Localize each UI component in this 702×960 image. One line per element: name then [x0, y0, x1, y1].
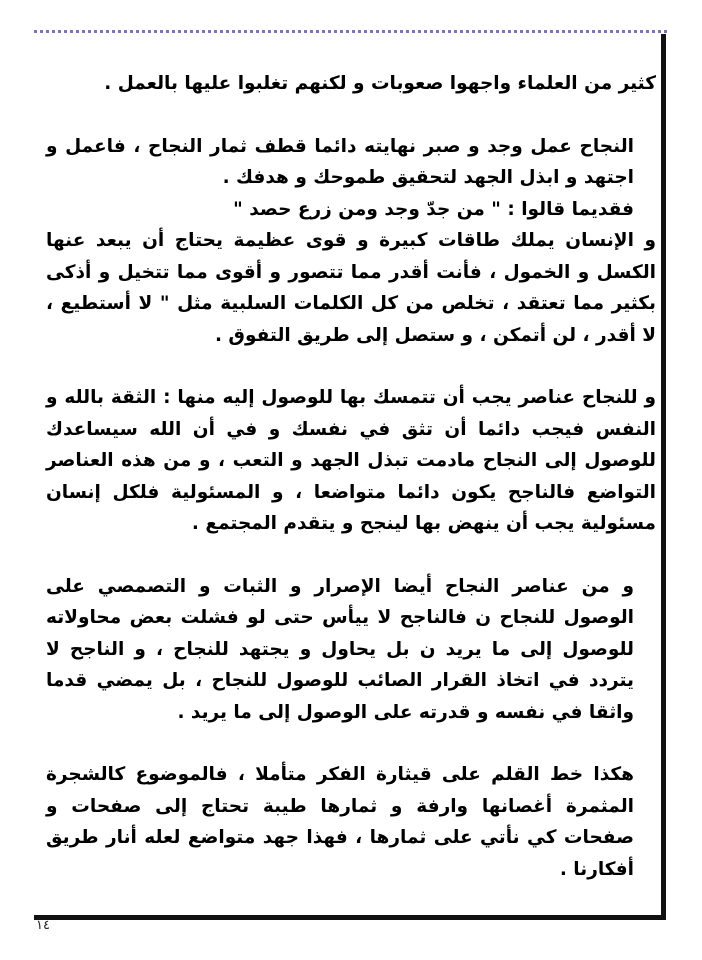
document-body — [46, 68, 656, 885]
top-dotted-border — [34, 30, 667, 33]
paragraph-2: النجاح عمل وجد و صبر نهايته دائما قطف ثمار النجاح ، فاعمل و اجتهد و ابذل الجهد لتحقيق طموحك و هدفك . — [46, 135, 634, 188]
paragraph-3: و الإنسان يملك طاقات كبيرة و قوى عظيمة يحتاج أن يبعد عنها الكسل و الخمول ، فأنت أقدر مما تتصور و أقوى مما تتخيل و أذكى بكثير مما تعتقد ، تخلص من كل الكلمات السلبية مثل " لا أستطيع ، لا أقدر ، لن أتمكن ، و ستصل إلى طريق التفوق . — [46, 230, 656, 346]
paragraph-6: هكذا خط القلم على قيثارة الفكر متأملا ، فالموضوع كالشجرة المثمرة أغصانها وارفة و ثمارها طيبة تحتاج إلى صفحات و صفحات كي نأتي على ثمارها ، فهذا جهد متواضع لعله أنار طريق أفكارنا . — [46, 764, 634, 880]
paragraph-4: و للنجاح عناصر يجب أن تتمسك بها للوصول إليه منها : الثقة بالله و النفس فيجب دائما أن تثق في نفسك و في أن الله سيساعدك للوصول إلى النجاح مادمت تبذل الجهد و التعب ، و من هذه العناصر التواضع فالناجح يكون دائما متواضعا ، و المسئولية فلكل إنسان مسئولية يجب أن ينهض بها لينجح و يتقدم المجتمع . — [46, 387, 656, 534]
paragraph-1: كثير من العلماء واجهوا صعوبات و لكنهم تغلبوا عليها بالعمل . — [104, 73, 656, 94]
paragraph-quote: فقديما قالوا : " من جدّ وجد ومن زرع حصد " — [233, 198, 634, 220]
paragraph-5: و من عناصر النجاح أيضا الإصرار و الثبات و التصمصي على الوصول للنجاح ن فالناجح لا ييأس حتى لو فشلت بعض محاولاته للوصول إلى ما يريد ن بل يحاول و يجتهد للنجاح ، و الناجح لا يتردد في اتخاذ القرار الصائب للوصول للنجاح ، بل يمضي قدما واثقا في نفسه و قدرته على الوصول إلى ما يريد . — [46, 575, 634, 723]
page-number: ١٤ — [36, 918, 50, 933]
